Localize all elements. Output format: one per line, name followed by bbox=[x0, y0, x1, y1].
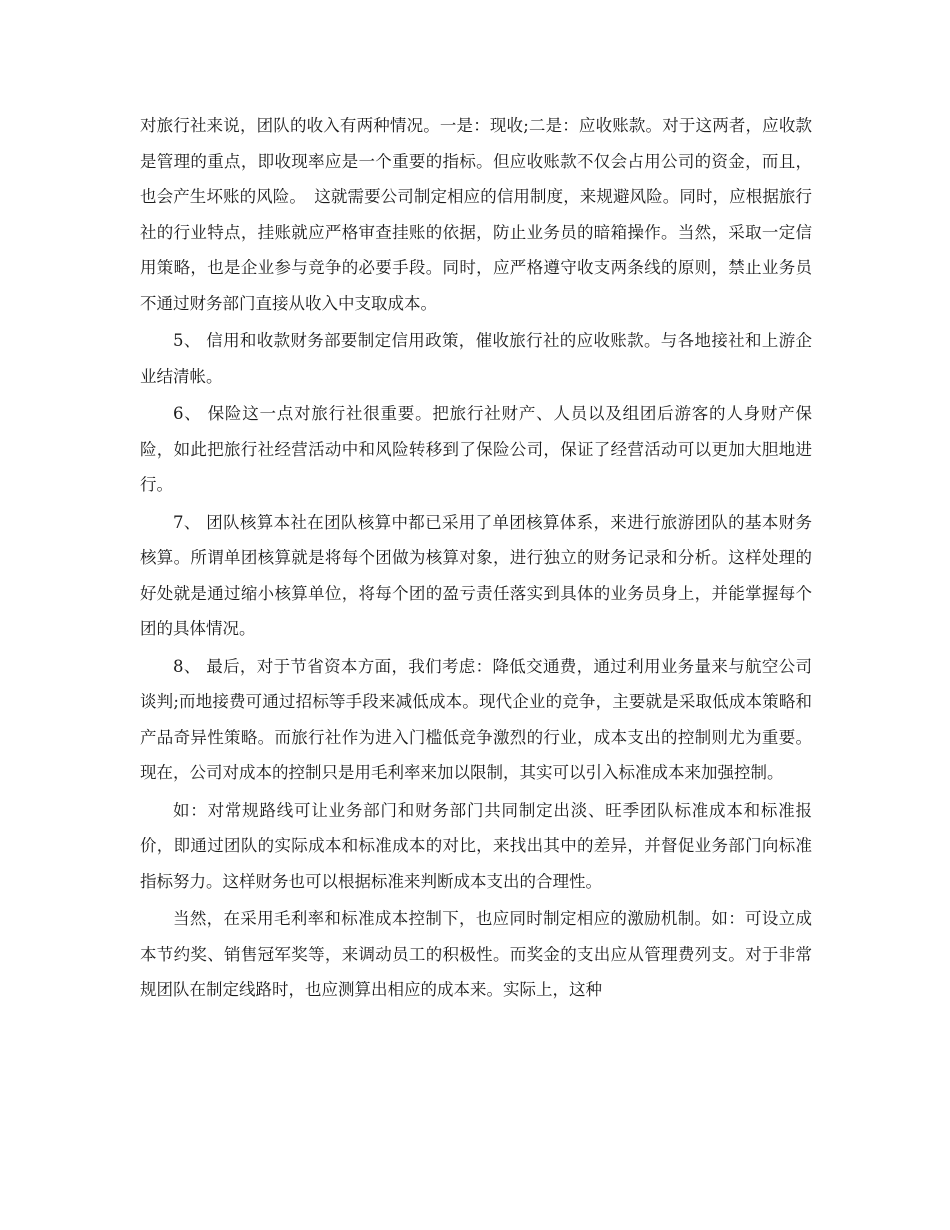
paragraph-incentive: 当然，在采用毛利率和标准成本控制下，也应同时制定相应的激励机制。如：可设立成本节约奖、销售冠军奖等，来调动员工的积极性。而奖金的支出应从管理费列支。对于非常规团队在制定线路时，也应测算出相应的成本来。实际上，这种 bbox=[140, 909, 812, 999]
paragraph-credit-collection: 5、 信用和收款财务部要制定信用政策，催收旅行社的应收账款。与各地接社和上游企业结清帐。 bbox=[140, 331, 812, 386]
paragraph-cost-saving: 8、 最后，对于节省资本方面，我们考虑：降低交通费，通过利用业务量来与航空公司谈判;而地接费可通过招标等手段来减低成本。现代企业的竞争，主要就是采取低成本策略和产品奇异性策略。而旅行社作为进入门槛低竞争激烈的行业，成本支出的控制则尤为重要。现在，公司对成本的控制只是用毛利率来加以限制，其实可以引入标准成本来加强控制。 bbox=[140, 656, 812, 782]
document-body bbox=[140, 108, 812, 1010]
paragraph-insurance: 6、 保险这一点对旅行社很重要。把旅行社财产、人员以及组团后游客的人身财产保险，如此把旅行社经营活动中和风险转移到了保险公司，保证了经营活动可以更加大胆地进行。 bbox=[140, 404, 812, 494]
paragraph-team-accounting: 7、 团队核算本社在团队核算中都已采用了单团核算体系，来进行旅游团队的基本财务核算。所谓单团核算就是将每个团做为核算对象，进行独立的财务记录和分析。这样处理的好处就是通过缩小核算单位，将每个团的盈亏责任落实到具体的业务员身上，并能掌握每个团的具体情况。 bbox=[140, 512, 812, 638]
paragraph-receivables: 对旅行社来说，团队的收入有两种情况。一是：现收;二是：应收账款。对于这两者，应收款是管理的重点，即收现率应是一个重要的指标。但应收账款不仅会占用公司的资金，而且，也会产生坏账的风险。 这就需要公司制定相应的信用制度，来规避风险。同时，应根据旅行社的行业特点，挂账就应严格审查挂账的依据，防止业务员的暗箱操作。当然，采取一定信用策略，也是企业参与竞争的必要手段。同时，应严格遵守收支两条线的原则，禁止业务员不通过财务部门直接从收入中支取成本。 bbox=[140, 116, 812, 313]
paragraph-standard-cost: 如：对常规路线可让业务部门和财务部门共同制定出淡、旺季团队标准成本和标准报价，即通过团队的实际成本和标准成本的对比，来找出其中的差异，并督促业务部门向标准指标努力。这样财务也可以根据标准来判断成本支出的合理性。 bbox=[140, 800, 812, 891]
